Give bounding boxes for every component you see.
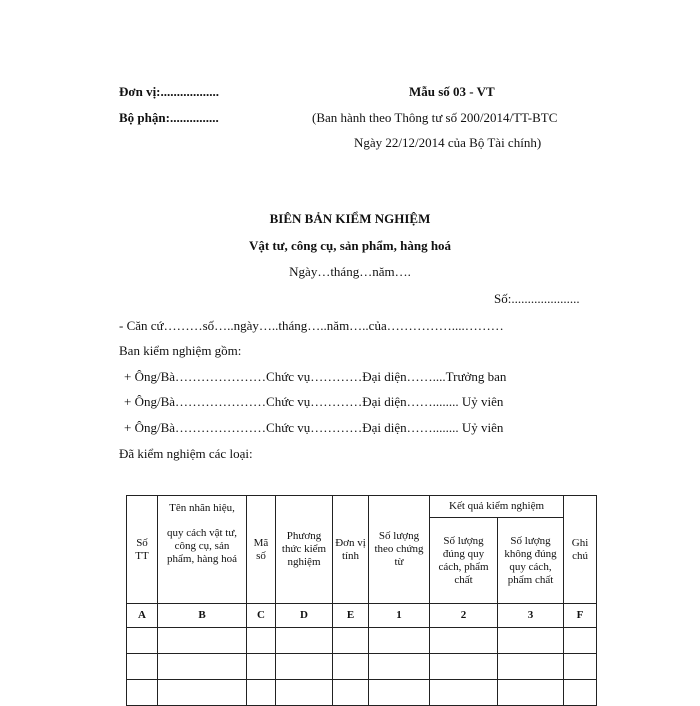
col-letter: A — [127, 604, 158, 628]
col-qty-header: Số lượng theo chứng từ — [369, 496, 430, 604]
col-notok-header: Số lượng không đúng quy cách, phẩm chất — [498, 518, 564, 604]
member-line: + Ông/Bà…………………Chức vụ…………Đại diện……....Trưởng ban — [124, 369, 507, 384]
table-cell[interactable] — [498, 628, 564, 654]
col-letter: 2 — [430, 604, 498, 628]
document-date: Ngày…tháng…năm…. — [289, 264, 411, 279]
member-line: + Ông/Bà…………………Chức vụ…………Đại diện……........ Uỷ viên — [124, 420, 504, 435]
table-row — [127, 680, 597, 706]
form-number: Mẫu số 03 - VT — [409, 84, 495, 99]
table-cell[interactable] — [564, 628, 597, 654]
table-row — [127, 628, 597, 654]
table-cell[interactable] — [247, 680, 276, 706]
document-subtitle: Vật tư, công cụ, sản phẩm, hàng hoá — [248, 238, 452, 253]
col-code-header: Mã số — [247, 496, 276, 604]
table-cell[interactable] — [564, 654, 597, 680]
col-letter: D — [276, 604, 333, 628]
col-letter: C — [247, 604, 276, 628]
department-field: Bộ phận:............... — [119, 110, 219, 125]
inspected-line: Đã kiểm nghiệm các loại: — [119, 446, 253, 461]
col-ok-header: Số lượng đúng quy cách, phẩm chất — [430, 518, 498, 604]
inspection-table — [126, 495, 597, 706]
col-unit-header: Đơn vị tính — [333, 496, 369, 604]
table-row — [127, 654, 597, 680]
document-number: Số:..................... — [494, 291, 580, 306]
table-cell[interactable] — [430, 680, 498, 706]
basis-line: - Căn cứ………số…..ngày…..tháng…..năm…..của……………....……… — [119, 318, 504, 333]
table-cell[interactable] — [498, 680, 564, 706]
col-name-header-line2: quy cách vật tư, công cụ, sản phẩm, hàng hoá — [166, 527, 238, 565]
table-cell[interactable] — [158, 680, 247, 706]
table-cell[interactable] — [333, 628, 369, 654]
table-cell[interactable] — [127, 628, 158, 654]
table-cell[interactable] — [247, 628, 276, 654]
col-method-header: Phương thức kiểm nghiệm — [276, 496, 333, 604]
table-cell[interactable] — [276, 654, 333, 680]
table-cell[interactable] — [127, 680, 158, 706]
table-cell[interactable] — [333, 654, 369, 680]
col-letter: E — [333, 604, 369, 628]
col-note-header: Ghi chú — [564, 496, 597, 604]
table-row — [127, 604, 597, 628]
table-cell[interactable] — [127, 654, 158, 680]
table-cell[interactable] — [333, 680, 369, 706]
col-result-header: Kết quả kiểm nghiệm — [430, 496, 564, 518]
col-name-header — [158, 496, 247, 604]
table-cell[interactable] — [158, 654, 247, 680]
issued-by-note: (Ban hành theo Thông tư số 200/2014/TT-BTC — [312, 110, 558, 125]
col-stt-header: Số TT — [127, 496, 158, 604]
table-cell[interactable] — [369, 680, 430, 706]
table-cell[interactable] — [369, 654, 430, 680]
col-letter: 3 — [498, 604, 564, 628]
table-cell[interactable] — [158, 628, 247, 654]
member-line: + Ông/Bà…………………Chức vụ…………Đại diện……........ Uỷ viên — [124, 394, 504, 409]
table-cell[interactable] — [247, 654, 276, 680]
issued-date-note: Ngày 22/12/2014 của Bộ Tài chính) — [354, 135, 542, 150]
table-cell[interactable] — [498, 654, 564, 680]
table-cell[interactable] — [564, 680, 597, 706]
col-letter: B — [158, 604, 247, 628]
document-title: BIÊN BẢN KIỂM NGHIỆM — [269, 211, 431, 226]
col-name-header-line1: Tên nhãn hiệu, — [169, 502, 235, 514]
table-cell[interactable] — [369, 628, 430, 654]
col-letter: 1 — [369, 604, 430, 628]
table-cell[interactable] — [276, 628, 333, 654]
table-cell[interactable] — [430, 654, 498, 680]
unit-field: Đơn vị:.................. — [119, 84, 220, 99]
table-cell[interactable] — [276, 680, 333, 706]
table-cell[interactable] — [430, 628, 498, 654]
committee-line: Ban kiểm nghiệm gồm: — [119, 343, 242, 358]
col-letter: F — [564, 604, 597, 628]
